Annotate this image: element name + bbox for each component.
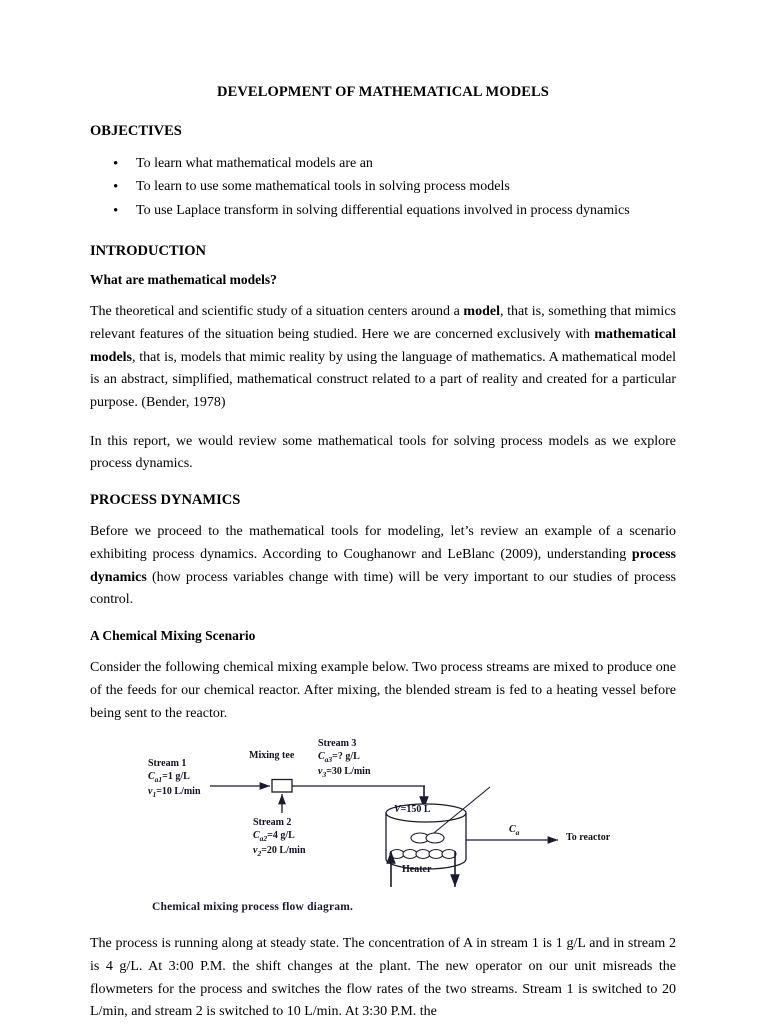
stream1-flowrate bbox=[148, 785, 201, 800]
text-run: a bbox=[515, 828, 520, 838]
text-run: =? g/L bbox=[332, 751, 360, 763]
figure-label-stream1 bbox=[148, 757, 201, 800]
text-run: v bbox=[148, 786, 153, 798]
mixing-tee-box bbox=[272, 780, 292, 793]
text-run: =1 g/L bbox=[162, 771, 190, 783]
text-run: , that is, something that mimics relevant features of the situation being studied. Here we are concerned exclusively with bbox=[90, 304, 676, 343]
heading-what-are-mathematical-models: What are mathematical models? bbox=[90, 272, 277, 288]
text-run: C bbox=[318, 751, 325, 763]
impeller-blade-right bbox=[426, 833, 444, 843]
text-run: (how process variables change with time) will be very important to our studies of process control. bbox=[90, 569, 676, 608]
figure-label-vessel-volume bbox=[394, 803, 431, 816]
heater-coil-loop bbox=[442, 850, 456, 859]
heater-coil-loop bbox=[403, 850, 417, 859]
heading-objectives: OBJECTIVES bbox=[90, 123, 182, 140]
text-run: =30 L/min bbox=[326, 766, 371, 778]
emphasis-model: model bbox=[463, 304, 500, 320]
text-run: a2 bbox=[259, 834, 268, 844]
text-run: C bbox=[509, 824, 516, 836]
heater-coil-loop bbox=[416, 850, 430, 859]
emphasis-process-dynamics: process dynamics bbox=[90, 547, 676, 585]
text-run: a1 bbox=[154, 775, 163, 785]
text-run: =4 g/L bbox=[267, 830, 295, 842]
figure-label-heater: Heater bbox=[402, 864, 432, 876]
document-content bbox=[90, 84, 676, 1024]
text-run: , that is, models that mimic reality by using the language of mathematics. A mathematical model is an abstract, simplified, mathematical construct related to a part of reality and created for a particular purpose. (Bender, 1978) bbox=[90, 349, 676, 411]
text-run: The theoretical and scientific study of a situation centers around a bbox=[90, 304, 464, 320]
paragraph-steady-state-scenario: The process is running along at steady state. The concentration of A in stream 1 is 1 g/L and in stream 2 is 4 g/L. At 3:00 P.M. the shift changes at the plant. The new operator on our unit misreads the flowmeters for the process and switches the flow rates of the two streams. Stream 1 is switched to 20 L/min, and stream 2 is switched to 10 L/min. At 3:30 P.M. the bbox=[90, 936, 676, 1020]
stream2-concentration bbox=[253, 829, 306, 844]
text-run: v bbox=[253, 845, 258, 857]
heater-coil-loop bbox=[390, 850, 404, 859]
text-run: 3 bbox=[322, 770, 327, 780]
figure-chemical-mixing bbox=[90, 738, 676, 927]
paragraph-intro-definition bbox=[90, 301, 676, 414]
stream3-name: Stream 3 bbox=[318, 738, 357, 750]
stream2-name: Stream 2 bbox=[253, 817, 292, 829]
figure-label-mixing-tee: Mixing tee bbox=[249, 750, 295, 762]
text-run: C bbox=[253, 830, 260, 842]
paragraph-mixing-intro: Consider the following chemical mixing example below. Two process streams are mixed to produce one of the feeds for our chemical reactor. After mixing, the blended stream is fed to a heating vessel before being sent to the reactor. bbox=[90, 660, 676, 721]
heading-introduction: INTRODUCTION bbox=[90, 242, 207, 259]
figure-label-outlet-concentration bbox=[509, 823, 519, 838]
text-run: v bbox=[318, 766, 323, 778]
list-item: • To learn to use some mathematical tools in solving process models bbox=[136, 176, 676, 199]
list-item: • To learn what mathematical models are an bbox=[136, 153, 676, 176]
text-run: 1 bbox=[152, 790, 157, 800]
figure-label-stream2 bbox=[253, 816, 306, 859]
figure-label-to-reactor: To reactor bbox=[566, 832, 611, 844]
text-run: =150 L bbox=[400, 804, 431, 816]
heading-process-dynamics: PROCESS DYNAMICS bbox=[90, 492, 241, 509]
paragraph-report-scope: In this report, we would review some mathematical tools for solving process models as we explore process dynamics. bbox=[90, 433, 676, 472]
stream2-flowrate bbox=[253, 844, 306, 859]
figure-caption: Chemical mixing process flow diagram. bbox=[152, 901, 354, 914]
text-run: C bbox=[148, 771, 155, 783]
stream1-name: Stream 1 bbox=[148, 758, 187, 770]
text-run: 2 bbox=[257, 849, 262, 859]
paragraph-process-dynamics bbox=[90, 521, 676, 612]
text-run: V bbox=[394, 804, 401, 816]
text-run: =20 L/min bbox=[261, 845, 306, 857]
heater-coil-loop bbox=[429, 850, 443, 859]
page-title: DEVELOPMENT OF MATHEMATICAL MODELS bbox=[217, 84, 549, 100]
stream3-concentration bbox=[318, 750, 371, 765]
objectives-list bbox=[90, 153, 676, 223]
heading-chemical-mixing-scenario: A Chemical Mixing Scenario bbox=[90, 628, 256, 644]
text-run: Before we proceed to the mathematical tools for modeling, let’s review an example of a scenario exhibiting process dynamics. According to Coughanowr and LeBlanc (2009), understanding bbox=[90, 524, 676, 563]
figure-label-stream3 bbox=[318, 737, 371, 780]
text-run: =10 L/min bbox=[156, 786, 201, 798]
stream3-flowrate bbox=[318, 765, 371, 780]
stream1-concentration bbox=[148, 770, 201, 785]
text-run: a3 bbox=[324, 755, 333, 765]
list-item: • To use Laplace transform in solving differential equations involved in process dynamics bbox=[136, 200, 676, 223]
emphasis-mathematical-models: mathematical models bbox=[90, 327, 676, 365]
